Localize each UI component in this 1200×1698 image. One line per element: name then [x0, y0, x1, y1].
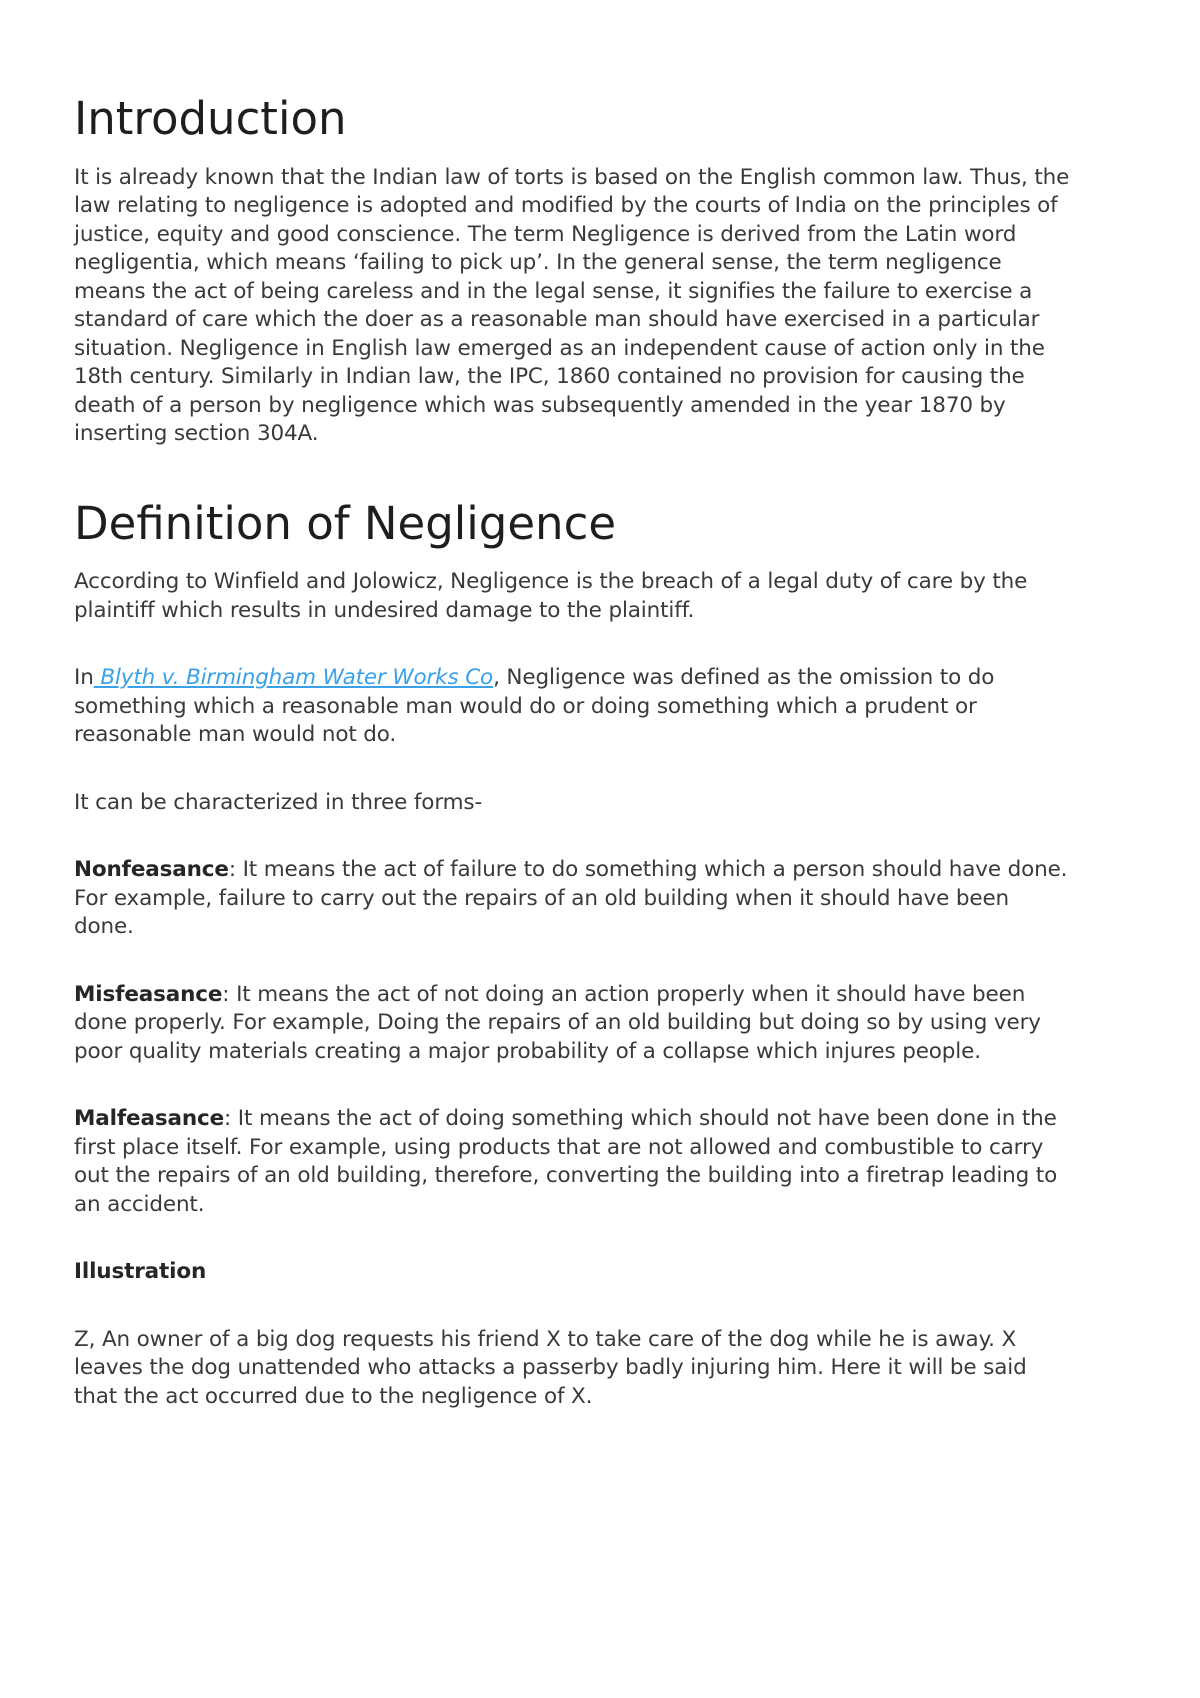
misfeasance-paragraph — [74, 981, 1074, 1067]
nonfeasance-paragraph — [74, 856, 1074, 942]
malfeasance-text: : It means the act of doing something which should not have been done in the first place itself. For example, using products that are not allowed and combustible to carry out the repairs of an old building, therefore, converting the building into a firetrap leading to an accident. — [74, 1106, 1058, 1217]
blyth-case-paragraph — [74, 664, 1074, 750]
malfeasance-paragraph — [74, 1105, 1074, 1219]
introduction-paragraph: It is already known that the Indian law of torts is based on the English common law. Thus, the law relating to negligence is adopted and modified by the courts of India on the principles of justice, equity and good conscience. The term Negligence is derived from the Latin word negligentia, which means ‘failing to pick up’. In the general sense, the term negligence means the act of being careless and in the legal sense, it signifies the failure to exercise a standard of care which the doer as a reasonable man should have exercised in a particular situation. Negligence in English law emerged as an independent cause of action only in the 18th century. Similarly in Indian law, the IPC, 1860 contained no provision for causing the death of a person by negligence which was subsequently amended in the year 1870 by inserting section 304A. — [74, 164, 1070, 446]
forms-intro: It can be characterized in three forms- — [74, 789, 483, 815]
winfield-definition-paragraph: According to Winfield and Jolowicz, Negligence is the breach of a legal duty of care by the plaintiff which results in undesired damage to the plaintiff. — [74, 569, 1028, 623]
definition-heading: Definition of Negligence — [74, 496, 616, 550]
nonfeasance-text: : It means the act of failure to do something which a person should have done. For example, failure to carry out the repairs of an old building when it should have been done. — [74, 857, 1068, 939]
misfeasance-text: : It means the act of not doing an action properly when it should have been done properly. For example, Doing the repairs of an old building but doing so by using very poor quality materials creating a major probability of a collapse which injures people. — [74, 981, 1041, 1064]
blyth-suffix: , Negligence was defined as the omission to do something which a reasonable man would do or doing something which a prudent or reasonable man would not do. — [74, 665, 995, 747]
nonfeasance-term: Nonfeasance — [74, 857, 229, 882]
document-page — [74, 0, 1074, 1411]
misfeasance-term: Misfeasance — [74, 981, 223, 1007]
introduction-heading: Introduction — [74, 92, 347, 145]
blyth-case-link[interactable]: Blyth v. Birmingham Water Works Co — [93, 665, 494, 690]
blyth-prefix: In — [74, 665, 94, 690]
malfeasance-term: Malfeasance — [74, 1106, 225, 1131]
illustration-heading: Illustration — [74, 1259, 207, 1284]
illustration-paragraph: Z, An owner of a big dog requests his friend X to take care of the dog while he is away. X leaves the dog unattended who attacks a passerby badly injuring him. Here it will be said that the act occurred due to the negligence of X. — [74, 1326, 1027, 1409]
